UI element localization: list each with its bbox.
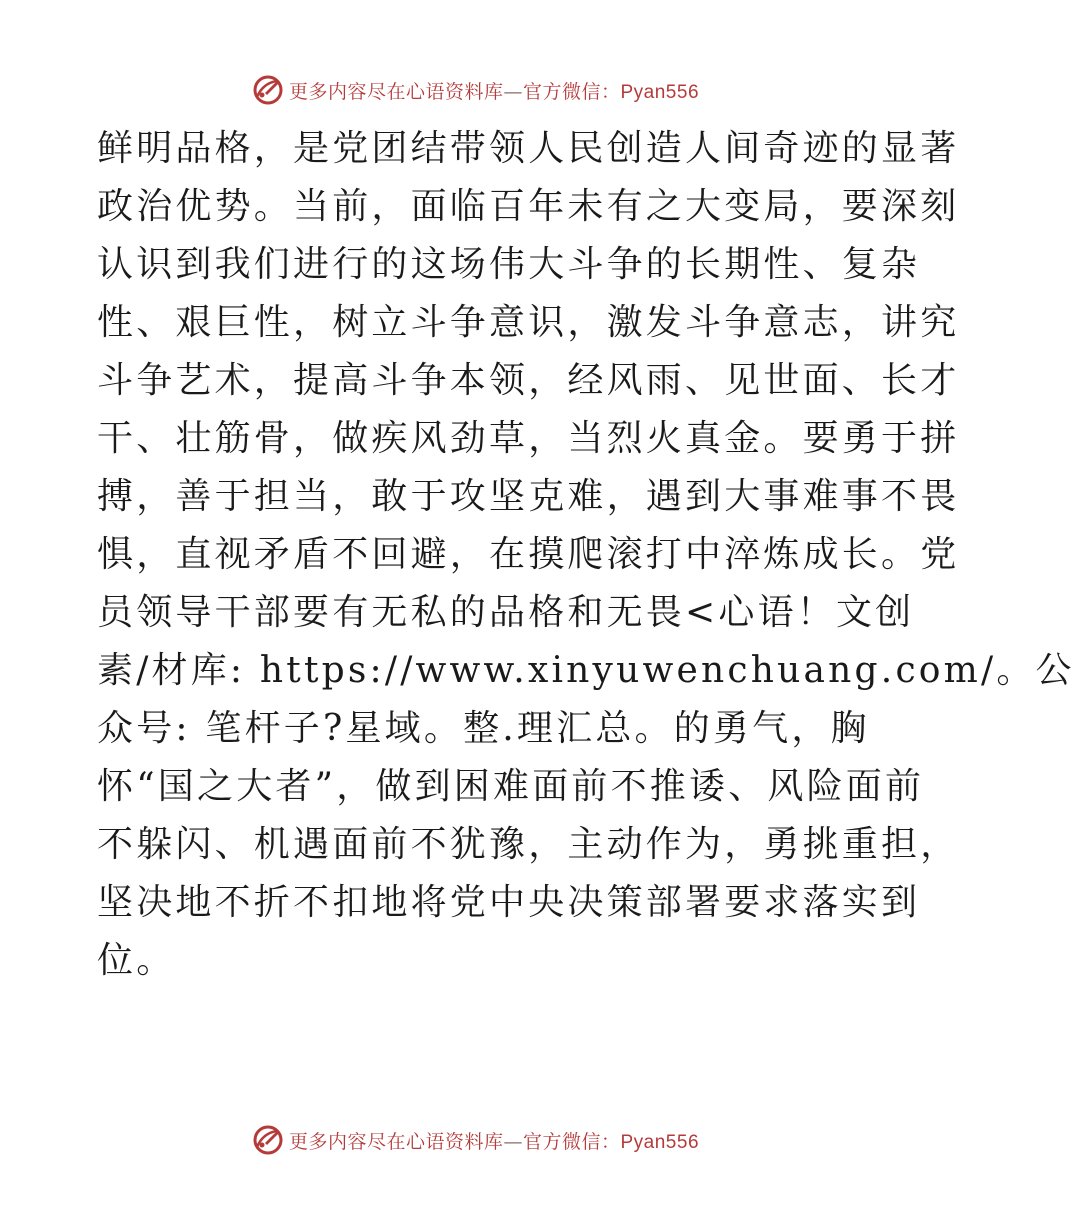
pen-logo-icon xyxy=(251,1123,285,1157)
text-line: 不躲闪、机遇面前不犹豫，主动作为，勇挑重担， xyxy=(97,824,960,865)
footer-banner xyxy=(0,1120,950,1160)
text-line: 政治优势。当前，面临百年未有之大变局，要深刻 xyxy=(97,186,960,227)
text-line: 怀“国之大者”，做到困难面前不推诿、风险面前 xyxy=(97,766,925,807)
text-line: 位。 xyxy=(97,940,176,981)
text-line: 鲜明品格，是党团结带领人民创造人间奇迹的显著 xyxy=(97,128,960,169)
text-line: 搏，善于担当，敢于攻坚克难，遇到大事难事不畏 xyxy=(97,476,960,517)
header-site-label: 更多内容尽在心语资料库 xyxy=(288,80,504,103)
text-line: 认识到我们进行的这场伟大斗争的长期性、复杂 xyxy=(97,244,921,285)
text-line: 干、壮筋骨，做疾风劲草，当烈火真金。要勇于拼 xyxy=(97,418,960,459)
footer-dash: — xyxy=(503,1130,523,1153)
text-line: 性、艰巨性，树立斗争意识，激发斗争意志，讲究 xyxy=(97,302,960,343)
text-line: 坚决地不折不扣地将党中央决策部署要求落实到 xyxy=(97,882,921,923)
header-text xyxy=(289,77,699,104)
pen-logo-icon xyxy=(251,73,285,107)
footer-wechat-id: Pyan556 xyxy=(620,1131,700,1153)
text-line: 素/材库: https://www.xinyuwenchuang.com/。公 xyxy=(97,650,1075,691)
header-banner xyxy=(0,70,950,110)
header-wechat-id: Pyan556 xyxy=(620,81,700,103)
text-line: 斗争艺术，提高斗争本领，经风雨、见世面、长才 xyxy=(97,360,960,401)
footer-text xyxy=(289,1127,699,1154)
text-line: 众号: 笔杆子?星域。整.理汇总。的勇气，胸 xyxy=(97,708,870,749)
header-dash: — xyxy=(503,80,523,103)
header-wechat-label: 官方微信： xyxy=(522,80,621,103)
body-paragraph xyxy=(97,120,1075,990)
text-line: 员领导干部要有无私的品格和无畏<心语！文创 xyxy=(97,592,915,633)
text-line: 惧，直视矛盾不回避，在摸爬滚打中淬炼成长。党 xyxy=(97,534,960,575)
footer-site-label: 更多内容尽在心语资料库 xyxy=(288,1130,504,1153)
footer-wechat-label: 官方微信： xyxy=(522,1130,621,1153)
